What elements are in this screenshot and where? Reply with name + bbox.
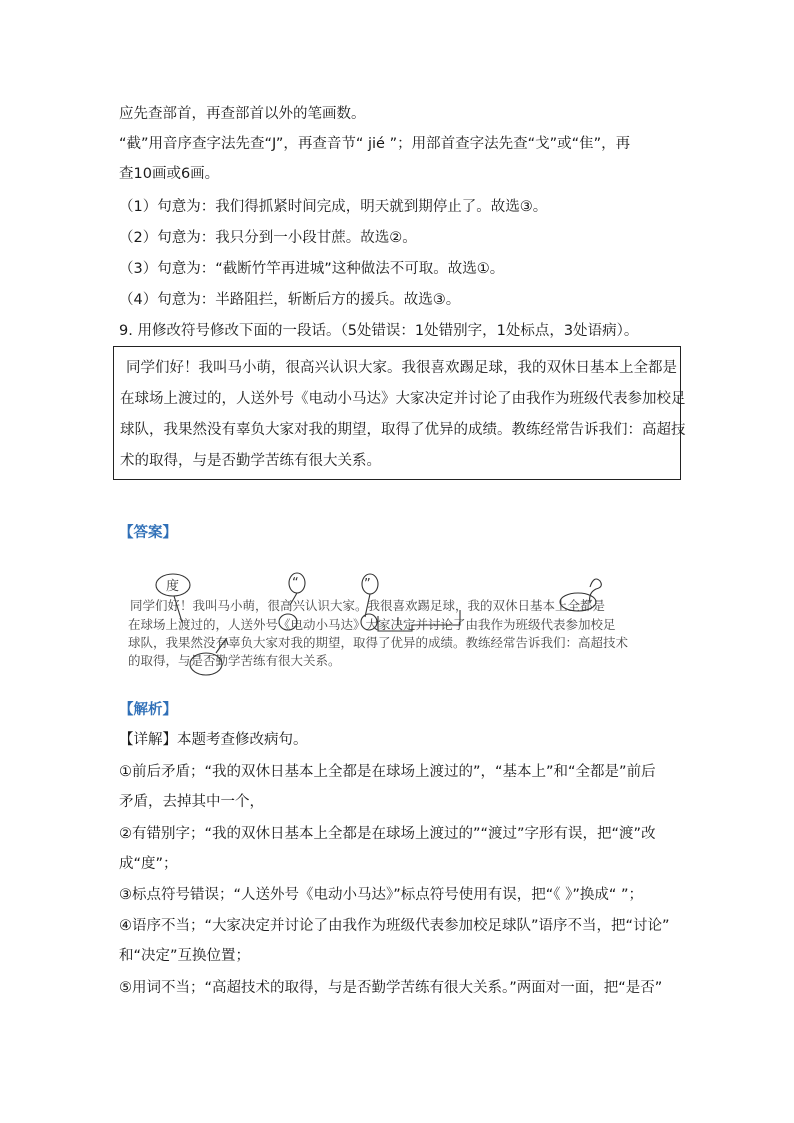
- text-line: （1）句意为：我们得抓紧时间完成，明天就到期停止了。故选③。: [119, 199, 548, 215]
- answer-line: 在球场上渡过的，人送外号《电动小马达》大家决定并讨论了由我作为班级代表参加校足: [128, 617, 616, 632]
- passage-line: 在球场上渡过的，人送外号《电动小马达》大家决定并讨论了由我作为班级代表参加校足: [120, 391, 686, 407]
- analysis-line: ②有错别字；“我的双休日基本上全都是在球场上渡过的”“渡过”字形有误，把“渡”改: [119, 826, 656, 842]
- passage-line: 术的取得，与是否勤学苦练有很大关系。: [120, 453, 381, 469]
- mark-close-quote: ”: [364, 577, 371, 592]
- text-line: 查10画或6画。: [119, 166, 220, 182]
- answer-line: 球队，我果然没有辜负大家对我的期望，取得了优异的成绩。教练经常告诉我们：高超技术: [128, 635, 629, 650]
- analysis-heading: 【解析】: [119, 702, 177, 718]
- analysis-line: ④语序不当；“大家决定并讨论了由我作为班级代表参加校足球队”语序不当，把“讨论”: [119, 918, 670, 934]
- passage-box: [113, 346, 686, 480]
- mark-open-quote: “: [292, 576, 299, 591]
- text-line: “截”用音序查字法先查“J”，再查音节“ jié ”；用部首查字法先查“戈”或“隹”，再: [119, 136, 631, 152]
- passage-line: 同学们好！我叫马小萌，很高兴认识大家。我很喜欢踢足球，我的双休日基本上全都是: [126, 360, 677, 376]
- analysis-line: 和“决定”互换位置；: [119, 948, 251, 964]
- passage-line: 球队，我果然没有辜负大家对我的期望，取得了优异的成绩。教练经常告诉我们：高超技: [120, 422, 686, 438]
- answer-line: 同学们好！我叫马小萌，很高兴认识大家。我很喜欢踢足球，我的双休日基本上全都是: [130, 598, 606, 613]
- answer-heading: 【答案】: [119, 525, 177, 541]
- text-line: （4）句意为：半路阻拦，斩断后方的援兵。故选③。: [119, 292, 461, 308]
- analysis-line: 矛盾，去掉其中一个，: [119, 794, 264, 810]
- analysis-line: 成“度”；: [119, 856, 178, 872]
- text-line: 应先查部首，再查部首以外的笔画数。: [119, 106, 366, 122]
- analysis-line: ③标点符号错误；“人送外号《电动小马达》”标点符号使用有误，把“《 》”换成“ ”；: [119, 887, 644, 903]
- answer-line: 的取得，与是否勤学苦练有很大关系。: [128, 653, 341, 668]
- question-9: 9. 用修改符号修改下面的一段话。（5处错误：1处错别字，1处标点，3处语病）。: [119, 323, 639, 339]
- analysis-line: ⑤用词不当；“高超技术的取得，与是否勤学苦练有很大关系。”两面对一面，把“是否”: [119, 980, 663, 996]
- mark-du: 度: [166, 579, 180, 594]
- answer-correction-image: [120, 565, 650, 680]
- text-line: （2）句意为：我只分到一小段甘蔗。故选②。: [119, 230, 417, 246]
- text-line: （3）句意为：“截断竹竿再进城”这种做法不可取。故选①。: [119, 261, 505, 277]
- analysis-line: ①前后矛盾；“我的双休日基本上全都是在球场上渡过的”，“基本上”和“全都是”前后: [119, 764, 656, 780]
- analysis-line: 【详解】本题考查修改病句。: [119, 732, 308, 748]
